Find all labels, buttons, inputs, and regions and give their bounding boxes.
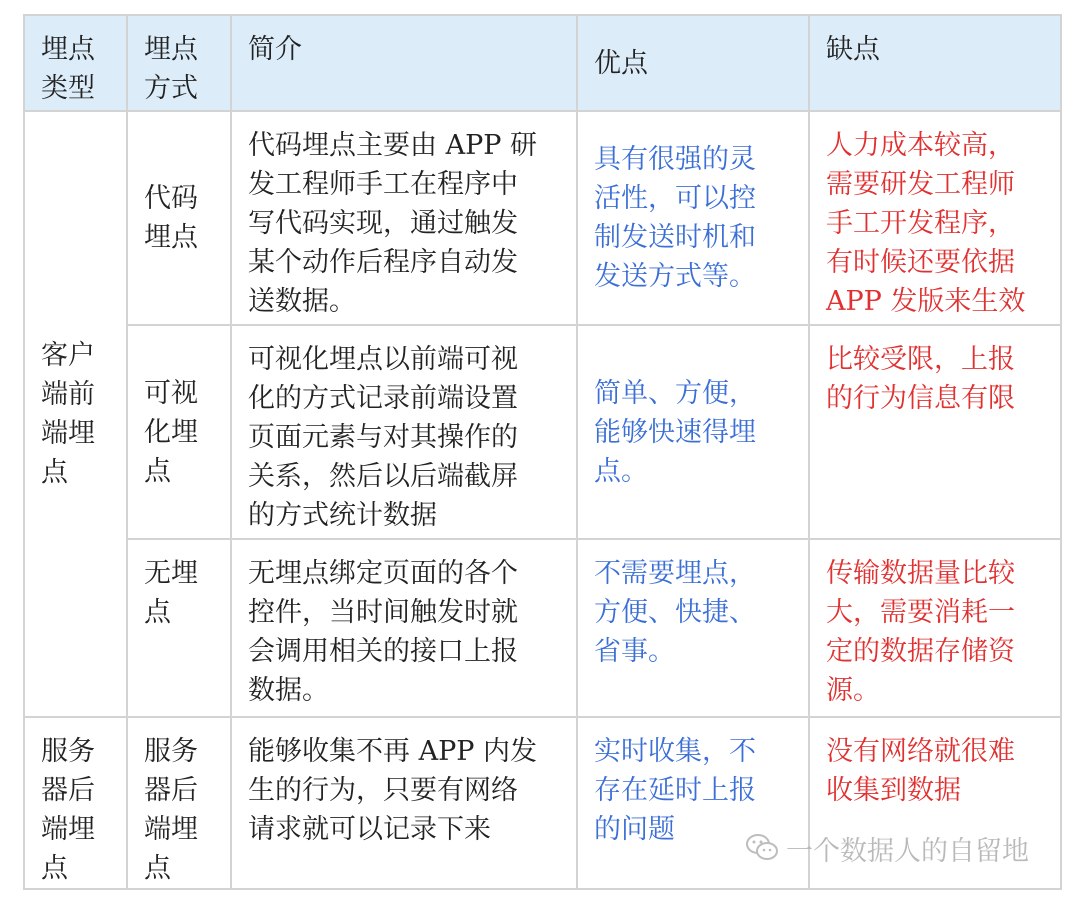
cons-cell: 人力成本较高， 需要研发工程师 手工开发程序， 有时候还要依据 APP 发版来生效 [809,111,1061,325]
pros-cell: 简单、方便， 能够快速得埋 点。 [577,325,809,539]
cons-cell: 传输数据量比较 大，需要消耗一 定的数据存储资 源。 [809,539,1061,717]
header-method: 埋点 方式 [127,15,231,111]
intro-cell: 无埋点绑定页面的各个 控件，当时间触发时就 会调用相关的接口上报 数据。 [231,539,577,717]
intro-cell: 可视化埋点以前端可视 化的方式记录前端设置 页面元素与对其操作的 关系，然后以后端截屏 的方式统计数据 [231,325,577,539]
table-row [24,111,1061,325]
intro-cell: 代码埋点主要由 APP 研 发工程师手工在程序中 写代码实现，通过触发 某个动作后程序自动发 送数据。 [231,111,577,325]
header-intro: 简介 [231,15,577,111]
type-cell: 服务 器后 端埋 点 [24,717,127,889]
client-group-cell: 客户 端前 端埋 点 [24,111,127,717]
method-cell: 无埋 点 [127,539,231,717]
table-row [24,325,1061,539]
header-row [24,15,1061,111]
method-cell: 可视 化埋 点 [127,325,231,539]
header-pros: 优点 [577,15,809,111]
comparison-table [23,14,1062,890]
method-cell: 代码 埋点 [127,111,231,325]
header-cons: 缺点 [809,15,1061,111]
wechat-icon [744,832,786,871]
watermark-text: 一个数据人的自留地 [786,835,1029,867]
intro-cell: 能够收集不再 APP 内发 生的行为，只要有网络 请求就可以记录下来 [231,717,577,889]
watermark [744,832,1029,871]
pros-cell: 不需要埋点， 方便、快捷、 省事。 [577,539,809,717]
header-type: 埋点 类型 [24,15,127,111]
pros-cell: 具有很强的灵 活性，可以控 制发送时机和 发送方式等。 [577,111,809,325]
method-cell: 服务 器后 端埋 点 [127,717,231,889]
table-row [24,539,1061,717]
pros-cell: 实时收集，不 存在延时上报 的问题 [577,717,809,889]
cons-cell: 比较受限，上报 的行为信息有限 [809,325,1061,539]
cons-cell: 没有网络就很难 收集到数据 [809,717,1061,889]
